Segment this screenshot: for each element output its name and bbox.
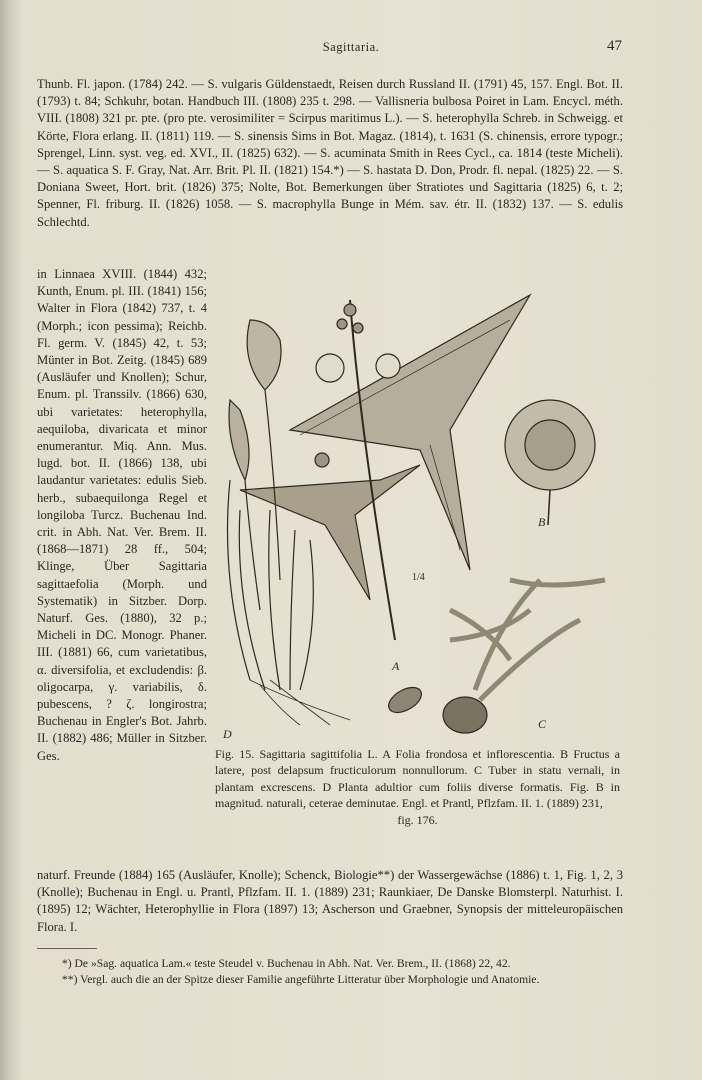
botanical-figure: [210, 280, 620, 740]
running-head: Sagittaria.: [322, 40, 380, 54]
figure-label-D: D: [223, 727, 232, 740]
leaf-lanceolate-2: [229, 400, 249, 480]
left-column: [37, 266, 207, 765]
figure-caption: [215, 746, 620, 828]
top-paragraph: [37, 76, 623, 231]
bottom-paragraph: [37, 867, 623, 936]
figure-label-B: B: [538, 515, 546, 529]
figure-label-C: C: [538, 717, 547, 731]
figure-label-A: A: [392, 659, 400, 673]
caption-reference: fig. 176.: [397, 812, 438, 827]
tuber-C: [443, 697, 487, 733]
footnotes: [37, 956, 623, 988]
leaf-sagittate-small: [240, 465, 420, 600]
caption-text: Fig. 15. Sagittaria sagittifolia L. A Folia frondosa et inflorescentia. B Fructus a latere, post delapsum fructiculorum nonnullorum. C Tuber in statu vernali, in plantam excrescens. D Planta adultior cum foliis diverse formatis. Fig. B in magnitud. naturali, ceterae deminutae. Engl. et Prantl, Pflzfam. II. 1. (1889) 231,: [215, 747, 620, 811]
leaf-lanceolate-1: [247, 320, 281, 390]
flower-2: [376, 354, 400, 378]
footnote-2: **) Vergl. auch die an der Spitze dieser Familie angeführte Litteratur über Morphologie und Anatomie.: [62, 973, 540, 986]
page-header: [0, 40, 702, 58]
figure-scale: 1/4: [412, 572, 425, 583]
figure-illustration: [210, 280, 620, 740]
tuber-small: [384, 682, 425, 717]
flower-stalk: [350, 300, 395, 640]
bottom-paragraph-text: naturf. Freunde (1884) 165 (Ausläufer, Knolle); Schenck, Biologie**) der Wassergewächse (1886) t. 1, Fig. 1, 2, 3 (Knolle); Buchenau in Engl. u. Prantl, Pflzfam. II. 1. (1889) 231; Raunkiaer, De Danske Blomsterpl. Naturhist. I. (1895) 12; Wächter, Heterophyllie in Flora (1897) 13; Ascherson und Graebner, Synopsis der mitteleuropäischen Flora. I.: [37, 868, 623, 934]
flower-1: [316, 354, 344, 382]
leaf-sagittate-large: [290, 295, 530, 570]
footnote-1: *) De »Sag. aquatica Lam.« teste Steudel v. Buchenau in Abh. Nat. Ver. Brem., II. (1868) 22, 42.: [62, 957, 511, 970]
footnote-rule: [37, 948, 97, 949]
top-paragraph-text: Thunb. Fl. japon. (1784) 242. — S. vulgaris Güldenstaedt, Reisen durch Russland II. (1791) 45, 157. Engl. Bot. II. (1793) t. 84; Schkuhr, botan. Handbuch III. (1808) 235 t. 298. — Vallisneria bulbosa Poiret in Lam. Encycl. méth. VIII. (1808) 321 pr. pte. (pro pte. verosimiliter = Scirpus maritimus L.). — S. heterophylla Schreb. in Schweigg. et Körte, Flora erlang. II. (1811) 119. — S. sinensis Sims in Bot. Magaz. (1814), t. 1631 (S. chinensis, errore typogr.; Sprengel, Linn. syst. veg. ed. XVI., II. (1825) 632). — S. acuminata Smith in Rees Cycl., ca. 1814 (teste Micheli). — S. aquatica S. F. Gray, Nat. Arr. Brit. Pl. II. (1821) 154.*) — S. hastata D. Don, Prodr. fl. nepal. (1825) 22. — S. Doniana Sweet, Hort. brit. (1826) 375; Nolte, Bot. Bemerkungen über Stratiotes und Sagittaria (1825) 6, t. 2; Spenner, Fl. friburg. II. (1826) 1058. — S. macrophylla Bunge in Mém. sav. étr. II. (1832) 137. — S. edulis Schlechtd.: [37, 77, 623, 229]
page-number: 47: [607, 38, 622, 54]
roots: [250, 680, 350, 725]
left-column-text: in Linnaea XVIII. (1844) 432; Kunth, Enum. pl. III. (1841) 156; Walter in Flora (1842) 737, t. 4 (Morph.; icon pessima); Reichb. Fl. germ. V. (1845) 42, t. 53; Münter in Bot. Zeitg. (1845) 689 (Ausläufer und Knollen); Schur, Enum. pl. Transsilv. (1866) 630, ubi varietates: heterophylla, aequiloba, divaricata et minor enumerantur. Miq. Ann. Mus. lugd. bot. II. (1866) 138, ubi laudantur varietates: edulis Sieb. herb., subaequilonga Regel et longiloba Turcz. Buchenau Ind. crit. in Abh. Nat. Ver. Brem. II. (1868—1871) 28 ff., 504; Klinge, Über Sagittaria sagittaefolia (Morph. und Systematik) in Sitzber. Dorp. Naturf. Ges. (1880), 32 p.; Micheli in DC. Monogr. Phaner. III. (1881) 66, cum varietatibus, α. diversifolia, et excludendis: β. oligocarpa, γ. variabilis, δ. pubescens, ? ζ. longirostra; Buchenau in Engler's Bot. Jahrb. II. (1882) 486; Müller in Sitzber. Ges.: [37, 267, 207, 763]
